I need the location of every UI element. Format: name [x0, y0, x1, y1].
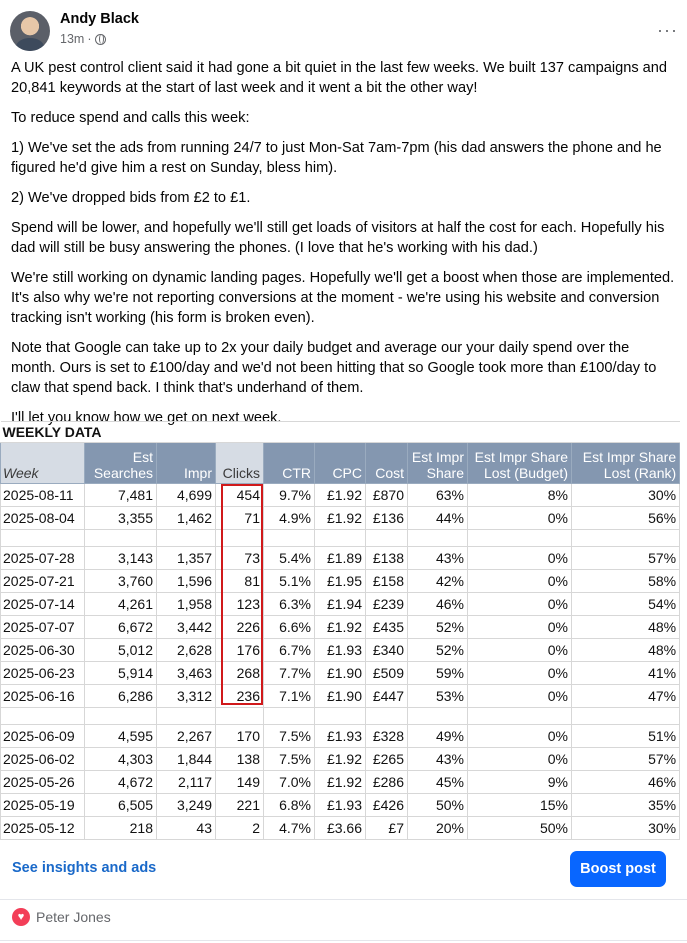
table-cell: 46% [572, 771, 680, 794]
column-header: CPC [315, 443, 366, 484]
table-cell: 2025-07-14 [1, 593, 85, 616]
table-cell: 51% [572, 725, 680, 748]
table-cell: 43% [408, 748, 468, 771]
table-cell: 7,481 [85, 484, 157, 507]
table-cell: 5,914 [85, 662, 157, 685]
boost-post-button[interactable]: Boost post [570, 851, 666, 887]
table-cell: 56% [572, 507, 680, 530]
table-cell: 4,303 [85, 748, 157, 771]
table-cell: 20% [408, 817, 468, 840]
table-cell: £239 [366, 593, 408, 616]
table-cell: £1.93 [315, 639, 366, 662]
table-cell: 43 [157, 817, 216, 840]
table-cell: £1.93 [315, 794, 366, 817]
table-cell: £3.66 [315, 817, 366, 840]
table-cell: 2 [216, 817, 264, 840]
table-cell: 170 [216, 725, 264, 748]
table-cell: £1.95 [315, 570, 366, 593]
table-cell: £136 [366, 507, 408, 530]
table-row [1, 616, 680, 639]
post-text [11, 58, 676, 438]
table-cell: 63% [408, 484, 468, 507]
table-cell: 81 [216, 570, 264, 593]
table-cell: 2025-06-30 [1, 639, 85, 662]
table-cell: 1,462 [157, 507, 216, 530]
table-cell: 50% [468, 817, 572, 840]
table-row [1, 817, 680, 840]
post-time[interactable]: 13m [60, 32, 85, 46]
table-cell: 0% [468, 593, 572, 616]
more-options-icon[interactable]: ··· [657, 20, 678, 40]
table-cell: £447 [366, 685, 408, 708]
reactions-row[interactable] [12, 908, 111, 926]
table-cell: £1.89 [315, 547, 366, 570]
table-cell: 2025-05-26 [1, 771, 85, 794]
table-cell: 7.1% [264, 685, 315, 708]
bottom-divider [0, 940, 687, 941]
post-paragraph: A UK pest control client said it had gone a bit quiet in the last few weeks. We built 137 campaigns and 20,841 keywords at the start of last week and it went a bit the other way! [11, 60, 668, 96]
table-cell: 6.3% [264, 593, 315, 616]
post-paragraph: I'll let you know how we get on next week. [11, 410, 282, 426]
table-cell: £7 [366, 817, 408, 840]
table-cell: 49% [408, 725, 468, 748]
table-cell: 0% [468, 639, 572, 662]
table-row [1, 593, 680, 616]
table-cell: 226 [216, 616, 264, 639]
table-cell: 15% [468, 794, 572, 817]
table-cell: 0% [468, 507, 572, 530]
table-cell: 3,442 [157, 616, 216, 639]
globe-icon [95, 34, 106, 45]
table-cell: 35% [572, 794, 680, 817]
table-cell: £1.90 [315, 685, 366, 708]
table-cell: 268 [216, 662, 264, 685]
table-cell: 7.5% [264, 725, 315, 748]
table-cell: 0% [468, 616, 572, 639]
table-cell: 236 [216, 685, 264, 708]
table-row [1, 662, 680, 685]
footer-divider [0, 899, 687, 900]
table-cell: 50% [408, 794, 468, 817]
table-cell: 0% [468, 685, 572, 708]
reactor-name: Peter Jones [36, 909, 111, 925]
table-cell: 9.7% [264, 484, 315, 507]
table-cell: 0% [468, 570, 572, 593]
post-paragraph: To reduce spend and calls this week: [11, 110, 250, 126]
table-cell: 73 [216, 547, 264, 570]
column-header: CTR [264, 443, 315, 484]
table-cell: £1.92 [315, 771, 366, 794]
table-cell: 1,844 [157, 748, 216, 771]
post-paragraph: We're still working on dynamic landing pages. Hopefully we'll get a boost when those are implemented. It's also why we're not reporting conversions at the moment - we're using his website and conversion tracking isn't working (his form is broken even). [11, 270, 675, 326]
author-avatar[interactable] [10, 11, 50, 51]
table-cell: 30% [572, 484, 680, 507]
table-cell: £1.92 [315, 616, 366, 639]
table-cell: 176 [216, 639, 264, 662]
table-cell: £1.94 [315, 593, 366, 616]
table-cell: £158 [366, 570, 408, 593]
table-cell: £328 [366, 725, 408, 748]
heart-reaction-icon: ♥ [12, 908, 30, 926]
table-cell: 2,117 [157, 771, 216, 794]
table-cell: 1,958 [157, 593, 216, 616]
table-cell: 3,463 [157, 662, 216, 685]
table-cell: 44% [408, 507, 468, 530]
table-cell: £340 [366, 639, 408, 662]
table-row [1, 484, 680, 507]
table-cell: 45% [408, 771, 468, 794]
table-cell: 6.7% [264, 639, 315, 662]
table-cell: 2025-07-07 [1, 616, 85, 639]
table-cell: 54% [572, 593, 680, 616]
table-cell: 1,596 [157, 570, 216, 593]
column-header: Est Searches [85, 443, 157, 484]
column-header: Week [1, 443, 85, 484]
column-header: Est Impr Share Lost (Rank) [572, 443, 680, 484]
table-cell: 47% [572, 685, 680, 708]
table-cell: 48% [572, 639, 680, 662]
table-cell: £1.93 [315, 725, 366, 748]
table-row [1, 725, 680, 748]
column-header: Clicks [216, 443, 264, 484]
table-row [1, 685, 680, 708]
table-cell: £870 [366, 484, 408, 507]
table-cell: 2,628 [157, 639, 216, 662]
table-cell: 454 [216, 484, 264, 507]
table-row [1, 794, 680, 817]
table-cell: 2025-06-09 [1, 725, 85, 748]
weekly-data-table [0, 421, 679, 840]
table-row [1, 570, 680, 593]
author-name[interactable]: Andy Black [60, 11, 139, 27]
table-cell: 221 [216, 794, 264, 817]
table-cell: 58% [572, 570, 680, 593]
post-paragraph: 1) We've set the ads from running 24/7 to just Mon-Sat 7am-7pm (his dad answers the phone and he figured he'd give him a rest on Sunday, bless him). [11, 140, 662, 176]
table-cell: 4,595 [85, 725, 157, 748]
meta-separator: · [87, 32, 92, 46]
table-cell: 41% [572, 662, 680, 685]
table-cell: 42% [408, 570, 468, 593]
post-paragraph: Note that Google can take up to 2x your daily budget and average our your daily spend over the month. Ours is set to £100/day and we'd not been hitting that so Google took more than £100/day to claw that spend back. I think that's underhand of them. [11, 340, 657, 396]
table-cell: 9% [468, 771, 572, 794]
table-cell: 6,286 [85, 685, 157, 708]
table-cell: 0% [468, 547, 572, 570]
table-cell: 7.0% [264, 771, 315, 794]
table-cell: 4.9% [264, 507, 315, 530]
column-header: Impr [157, 443, 216, 484]
table-cell: 2025-07-28 [1, 547, 85, 570]
table-cell: £1.92 [315, 507, 366, 530]
table-cell: 2025-06-16 [1, 685, 85, 708]
column-header: Est Impr Share Lost (Budget) [468, 443, 572, 484]
post-meta [60, 32, 106, 46]
table-cell: £435 [366, 616, 408, 639]
table-cell: 7.5% [264, 748, 315, 771]
table-cell: £426 [366, 794, 408, 817]
table-cell: 6.6% [264, 616, 315, 639]
table-row [1, 771, 680, 794]
table-cell: 5.1% [264, 570, 315, 593]
table-cell: 123 [216, 593, 264, 616]
table-row [1, 507, 680, 530]
table-cell: £286 [366, 771, 408, 794]
table-row [1, 547, 680, 570]
spacer-row [1, 708, 680, 725]
post-header [10, 8, 680, 52]
table-cell: 3,355 [85, 507, 157, 530]
table-cell: 0% [468, 662, 572, 685]
table-cell: 0% [468, 725, 572, 748]
table-cell: 6,505 [85, 794, 157, 817]
table-cell: 2025-07-21 [1, 570, 85, 593]
table-row [1, 639, 680, 662]
table-cell: 43% [408, 547, 468, 570]
table-cell: 57% [572, 748, 680, 771]
table-cell: 3,249 [157, 794, 216, 817]
table-cell: £1.92 [315, 484, 366, 507]
table-row [1, 748, 680, 771]
table-cell: 52% [408, 616, 468, 639]
table-cell: 3,760 [85, 570, 157, 593]
see-insights-link[interactable]: See insights and ads [12, 860, 157, 876]
post-paragraph: Spend will be lower, and hopefully we'll still get loads of visitors at half the cost for each. Hopefully his dad will still be busy answering the phones. (I love that he's working with his dad.) [11, 220, 665, 256]
spacer-row [1, 530, 680, 547]
table-cell: 149 [216, 771, 264, 794]
table-cell: 48% [572, 616, 680, 639]
table-cell: 52% [408, 639, 468, 662]
column-header: Cost [366, 443, 408, 484]
table-cell: 2025-08-04 [1, 507, 85, 530]
table-cell: 7.7% [264, 662, 315, 685]
table-cell: 8% [468, 484, 572, 507]
table-cell: £509 [366, 662, 408, 685]
table-cell: 6.8% [264, 794, 315, 817]
table-cell: 138 [216, 748, 264, 771]
table-cell: 2,267 [157, 725, 216, 748]
table-cell: 2025-06-02 [1, 748, 85, 771]
table-cell: 4,672 [85, 771, 157, 794]
table-cell: £1.90 [315, 662, 366, 685]
table-title: WEEKLY DATA [1, 422, 680, 443]
table-cell: 2025-05-19 [1, 794, 85, 817]
column-header: Est Impr Share [408, 443, 468, 484]
table-cell: 71 [216, 507, 264, 530]
table-cell: 59% [408, 662, 468, 685]
table-cell: 5.4% [264, 547, 315, 570]
table-cell: 3,312 [157, 685, 216, 708]
table-cell: £265 [366, 748, 408, 771]
table-cell: 6,672 [85, 616, 157, 639]
table-cell: 1,357 [157, 547, 216, 570]
table-cell: 4.7% [264, 817, 315, 840]
table-cell: 53% [408, 685, 468, 708]
table-cell: 2025-06-23 [1, 662, 85, 685]
table-cell: 30% [572, 817, 680, 840]
table-cell: 57% [572, 547, 680, 570]
table-cell: 2025-08-11 [1, 484, 85, 507]
table-cell: £1.92 [315, 748, 366, 771]
table-cell: 4,699 [157, 484, 216, 507]
table-cell: 5,012 [85, 639, 157, 662]
table-cell: 218 [85, 817, 157, 840]
table-cell: £138 [366, 547, 408, 570]
table-cell: 2025-05-12 [1, 817, 85, 840]
post-paragraph: 2) We've dropped bids from £2 to £1. [11, 190, 251, 206]
table-cell: 46% [408, 593, 468, 616]
table-cell: 4,261 [85, 593, 157, 616]
table-cell: 3,143 [85, 547, 157, 570]
table-cell: 0% [468, 748, 572, 771]
